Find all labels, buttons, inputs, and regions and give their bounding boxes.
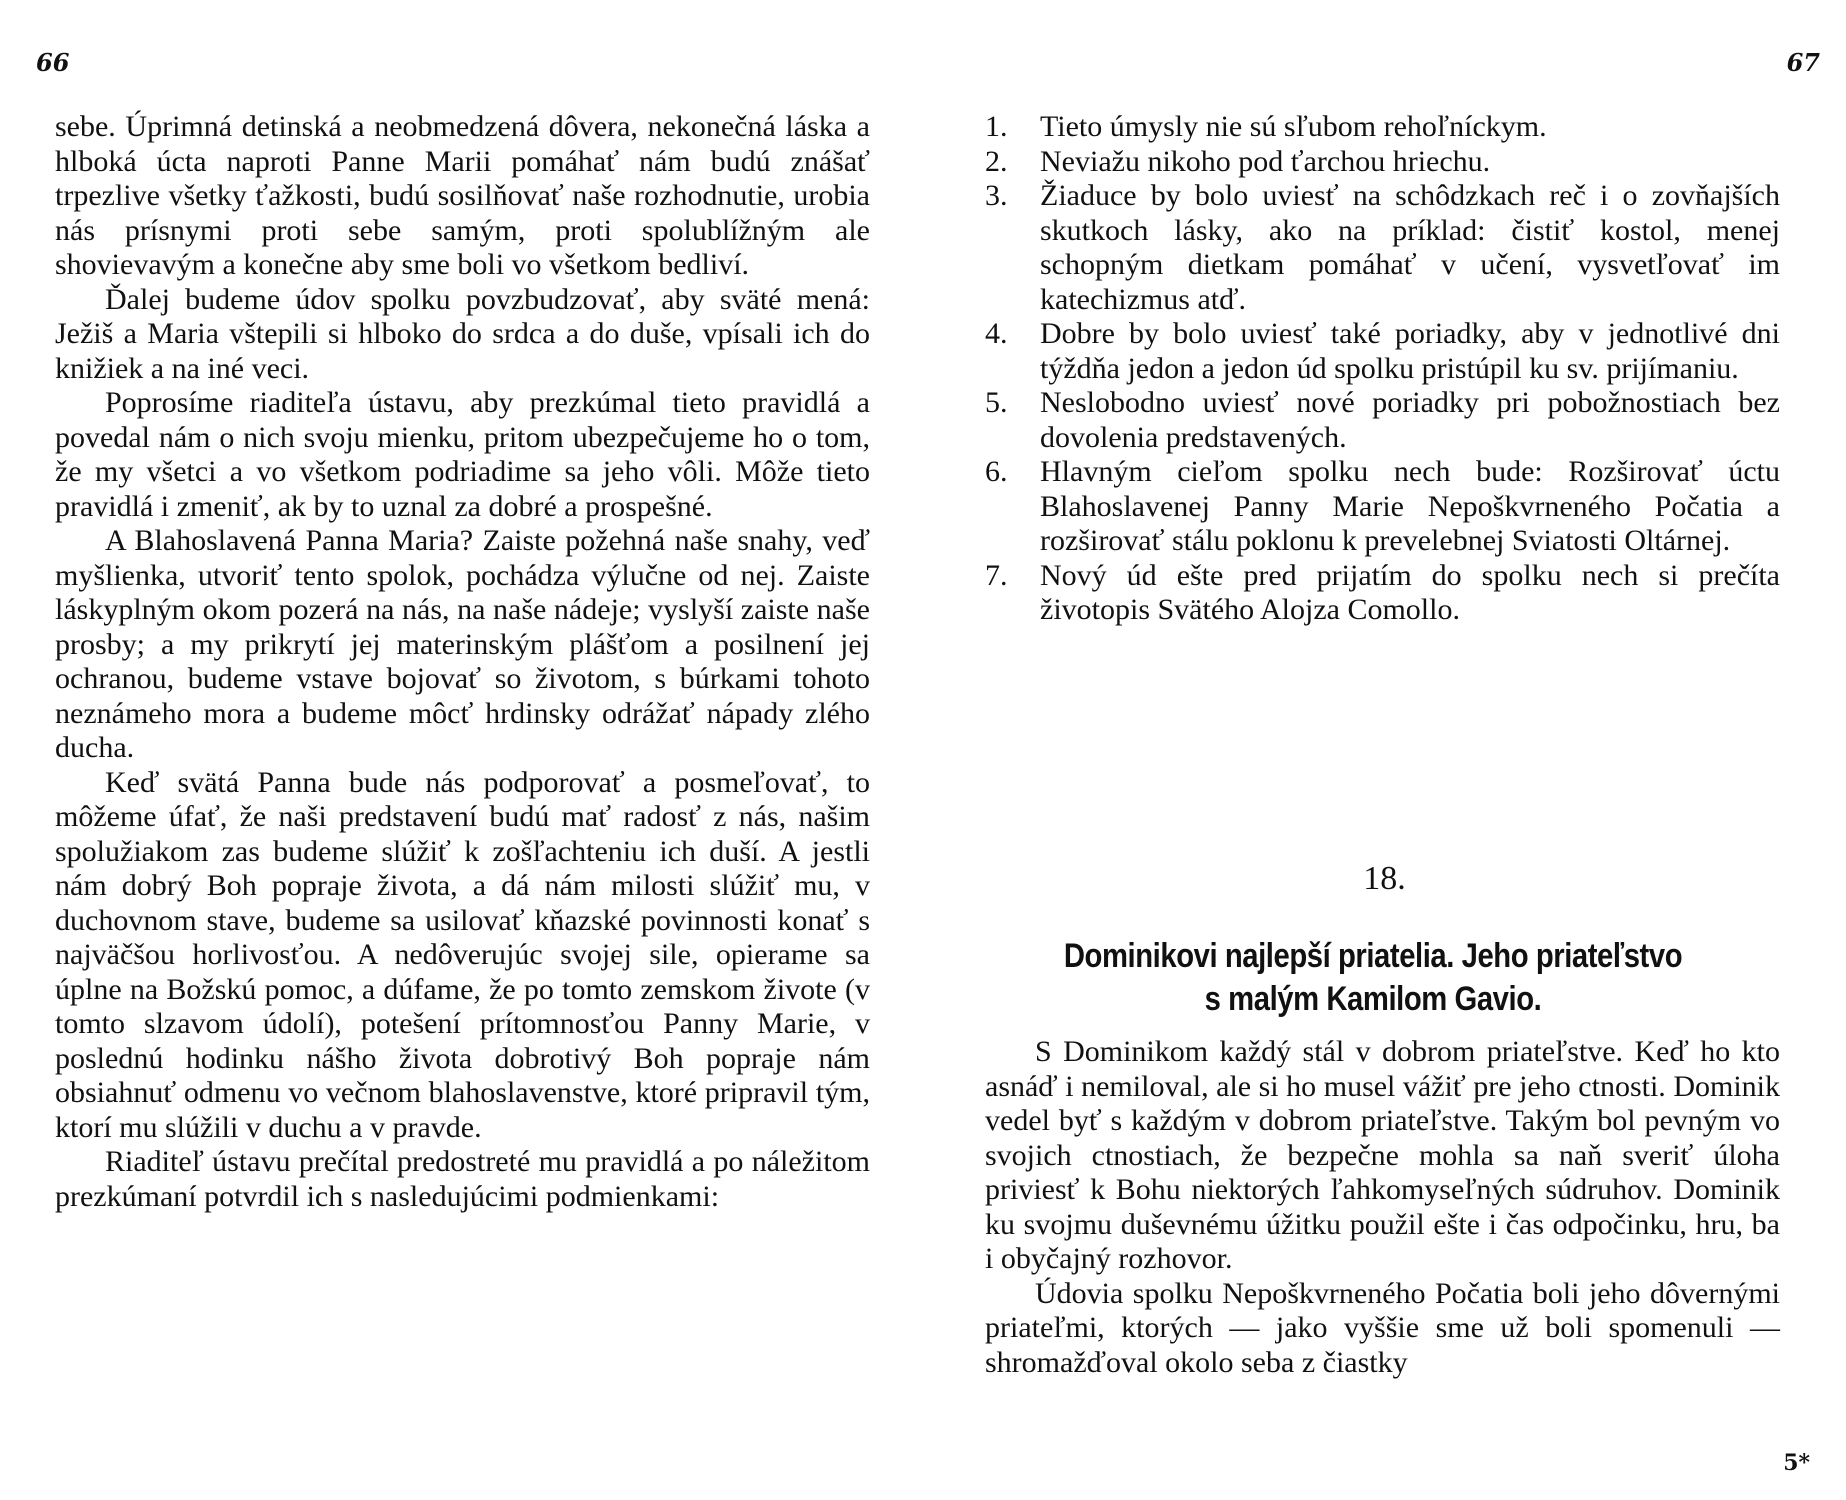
list-item-number: 4. [985, 317, 1008, 350]
conditions-list [985, 110, 1780, 628]
list-item-number: 7. [985, 558, 1008, 592]
paragraph: S Dominikom každý stál v dobrom priateľstve. Keď ho kto asnáď i nemiloval, ale si ho musel vážiť pre jeho ctnosti. Dominik vedel byť s každým v dobrom priateľstve. Takým bol pevným vo svojich ctnostiach, že bezpečne mohla sa naň sveriť úloha priviesť k Bohu niektorých ľahkomyseľných súdruhov. Dominik ku svojmu duševnému úžitku použil ešte i čas odpočinku, hru, ba i obyčajný rozhovor. [985, 1035, 1780, 1275]
chapter-title [1055, 935, 1691, 1021]
right-text-block [985, 1035, 1780, 1380]
list-item [985, 386, 1780, 455]
signature-mark: 5* [1783, 1450, 1810, 1476]
list-item-text: Hlavným cieľom spolku nech bude: Rozširovať úctu Blahoslavenej Panny Marie Nepoškvrneného Počatia a rozširovať stálu poklonu k prevelebnej Sviatosti Oltárnej. [1040, 455, 1780, 557]
list-item-number: 2. [985, 144, 1008, 178]
list-item-text: Dobre by bolo uviesť také poriadky, aby v jednotlivé dni týždňa jedon a jedon úd spolku pristúpil ku sv. prijímaniu. [1040, 317, 1780, 385]
list-item-text: Nový úd ešte pred prijatím do spolku nech si prečíta životopis Svätého Alojza Comollo. [1040, 558, 1780, 626]
paragraph: Riaditeľ ústavu prečítal predostreté mu pravidlá a po náležitom prezkúmaní potvrdil ich s nasledujúcimi podmienkami: [55, 1145, 870, 1213]
page-number-left: 66 [36, 48, 70, 77]
right-page [923, 0, 1846, 1500]
paragraph: Keď svätá Panna bude nás podporovať a posmeľovať, to môžeme úfať, že naši predstavení budú mať radosť z nás, našim spolužiakom zas budeme slúžiť k zošľachteniu ich duší. A jestli nám dobrý Boh popraje života, a dá nám milosti slúžiť mu, v duchovnom stave, budeme sa usilovať kňazské povinnosti konať s najväčšou horlivosťou. A nedôverujúc svojej sile, opierame sa úplne na Božskú pomoc, a dúfame, že po tomto zemskom živote (v tomto slzavom údolí), potešení prítomnosťou Panny Marie, v poslednú hodinku nášho života dobrotivý Boh popraje nám obsiahnuť odmenu vo večnom blahoslavenstve, ktoré pripravil tým, ktorí mu slúžili v duchu a v pravde. [55, 765, 870, 1144]
list-item-text: Neslobodno uviesť nové poriadky pri pobožnostiach bez dovolenia predstavených. [1040, 386, 1780, 454]
list-item [985, 110, 1780, 145]
paragraph: Ďalej budeme údov spolku povzbudzovať, aby sväté mená: Ježiš a Maria vštepili si hlboko do srdca a do duše, vpísali ich do knižiek a na iné veci. [55, 282, 870, 385]
left-text-block [55, 110, 870, 1214]
paragraph: sebe. Úprimná detinská a neobmedzená dôvera, nekonečná láska a hlboká úcta naproti Panne Marii pomáhať nám budú znášať trpezlive všetky ťažkosti, budú sosilňovať naše rozhodnutie, urobia nás prísnymi proti sebe samým, proti spolublížným ale shovievavým a konečne aby sme boli vo všetkom bedliví. [55, 110, 870, 281]
list-item-number: 5. [985, 386, 1008, 419]
chapter-number: 18. [1363, 860, 1406, 897]
list-item [985, 179, 1780, 317]
paragraph: Poprosíme riaditeľa ústavu, aby prezkúmal tieto pravidlá a povedal nám o nich svoju mienku, pritom ubezpečujeme ho o tom, že my všetci a vo všetkom podriadime sa jeho vôli. Môže tieto pravidlá i zmeniť, ak by to uznal za dobré a prospešné. [55, 386, 870, 523]
list-item [985, 317, 1780, 386]
list-item-number: 1. [985, 110, 1008, 143]
list-item [985, 559, 1780, 628]
list-item [985, 145, 1780, 180]
page-number-right: 67 [1786, 48, 1820, 77]
paragraph: Údovia spolku Nepoškvrneného Počatia boli jeho dôvernými priateľmi, ktorých — jako vyššie sme už boli spomenuli — shromažďoval okolo seba z čiastky [985, 1276, 1780, 1379]
chapter-title-line: s malým Kamilom Gavio. [1204, 980, 1542, 1018]
chapter-title-line: Dominikovi najlepší priatelia. Jeho priateľstvo [1063, 937, 1683, 975]
list-item-number: 6. [985, 455, 1008, 488]
list-item-text: Žiaduce by bolo uviesť na schôdzkach reč i o zovňajších skutkoch lásky, ako na príklad: čistiť kostol, menej schopným dietkam pomáhať v učení, vysvetľovať im katechizmus atď. [1040, 179, 1780, 316]
list-item-text: Neviažu nikoho pod ťarchou hriechu. [1040, 144, 1491, 178]
paragraph: A Blahoslavená Panna Maria? Zaiste požehná naše snahy, veď myšlienka, utvoriť tento spolok, pochádza výlučne od nej. Zaiste láskyplným okom pozerá na nás, na naše nádeje; vyslyší zaiste naše prosby; a my prikrytí jej materinským plášťom a posilnení jej ochranou, budeme vstave bojovať so životom, s búrkami tohoto neznámeho mora a budeme môcť hrdinsky odrážať nápady zlého ducha. [55, 524, 870, 764]
list-item-number: 3. [985, 179, 1008, 212]
list-item-text: Tieto úmysly nie sú sľubom rehoľníckym. [1040, 110, 1547, 143]
list-item [985, 455, 1780, 559]
